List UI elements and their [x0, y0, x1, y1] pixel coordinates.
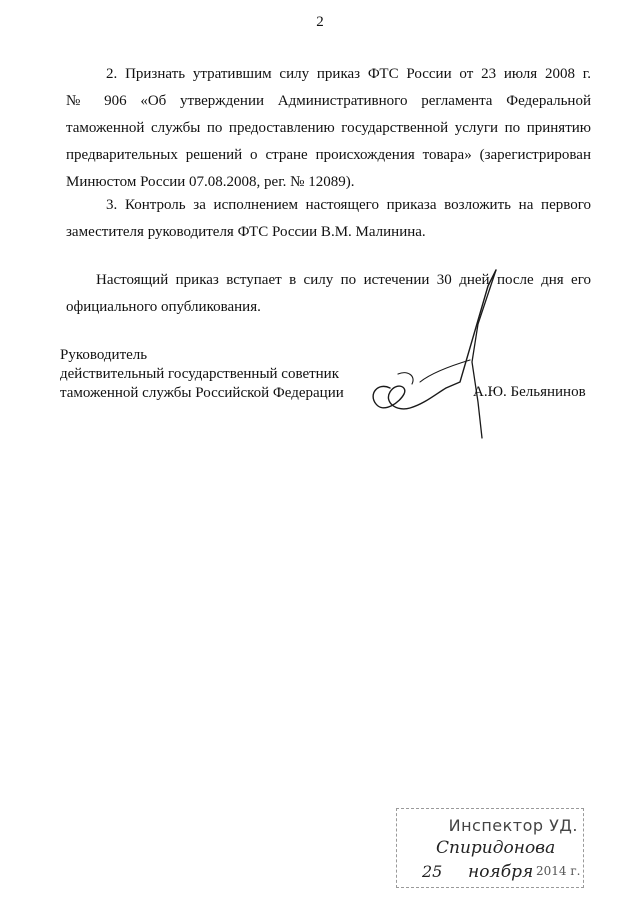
handwritten-signature: [360, 262, 530, 442]
page-number: 2: [316, 14, 324, 30]
paragraph-line: официального опубликования.: [66, 299, 261, 315]
paragraph-2: [66, 61, 591, 196]
stamp-title: Инспектор УД.: [448, 816, 578, 835]
stamp-date-year: 2014 г.: [536, 864, 581, 878]
signatory-position-line: Руководитель: [60, 347, 148, 363]
stamp-handwritten-name: Спиридонова: [436, 838, 556, 858]
signatory-position-line: действительный государственный советник: [60, 366, 340, 382]
paragraph-line: 3. Контроль за исполнением настоящего приказа возложить на первого: [106, 197, 591, 213]
stamp-date-day: 25: [422, 862, 443, 881]
signatory-position-line: таможенной службы Российской Федерации: [60, 385, 344, 401]
paragraph-line: Настоящий приказ вступает в силу по истечении 30 дней после дня его: [96, 272, 591, 288]
registration-stamp: [396, 808, 586, 890]
signer-name: А.Ю. Бельянинов: [473, 384, 586, 400]
paragraph-line: предварительных решений о стране происхождения товара» (зарегистрирован: [66, 147, 591, 163]
paragraph-line: № 906 «Об утверждении Административного регламента Федеральной: [66, 93, 591, 109]
stamp-date-month: ноября: [468, 862, 534, 882]
signatory-title: [60, 346, 344, 403]
paragraph-line: заместителя руководителя ФТС России В.М. Малинина.: [66, 224, 426, 240]
paragraph-3: [66, 192, 591, 246]
paragraph-line: 2. Признать утратившим силу приказ ФТС России от 23 июля 2008 г.: [106, 66, 591, 82]
paragraph-line: таможенной службы по предоставлению государственной услуги по принятию: [66, 120, 591, 136]
paragraph-line: Минюстом России 07.08.2008, рег. № 12089).: [66, 174, 355, 190]
